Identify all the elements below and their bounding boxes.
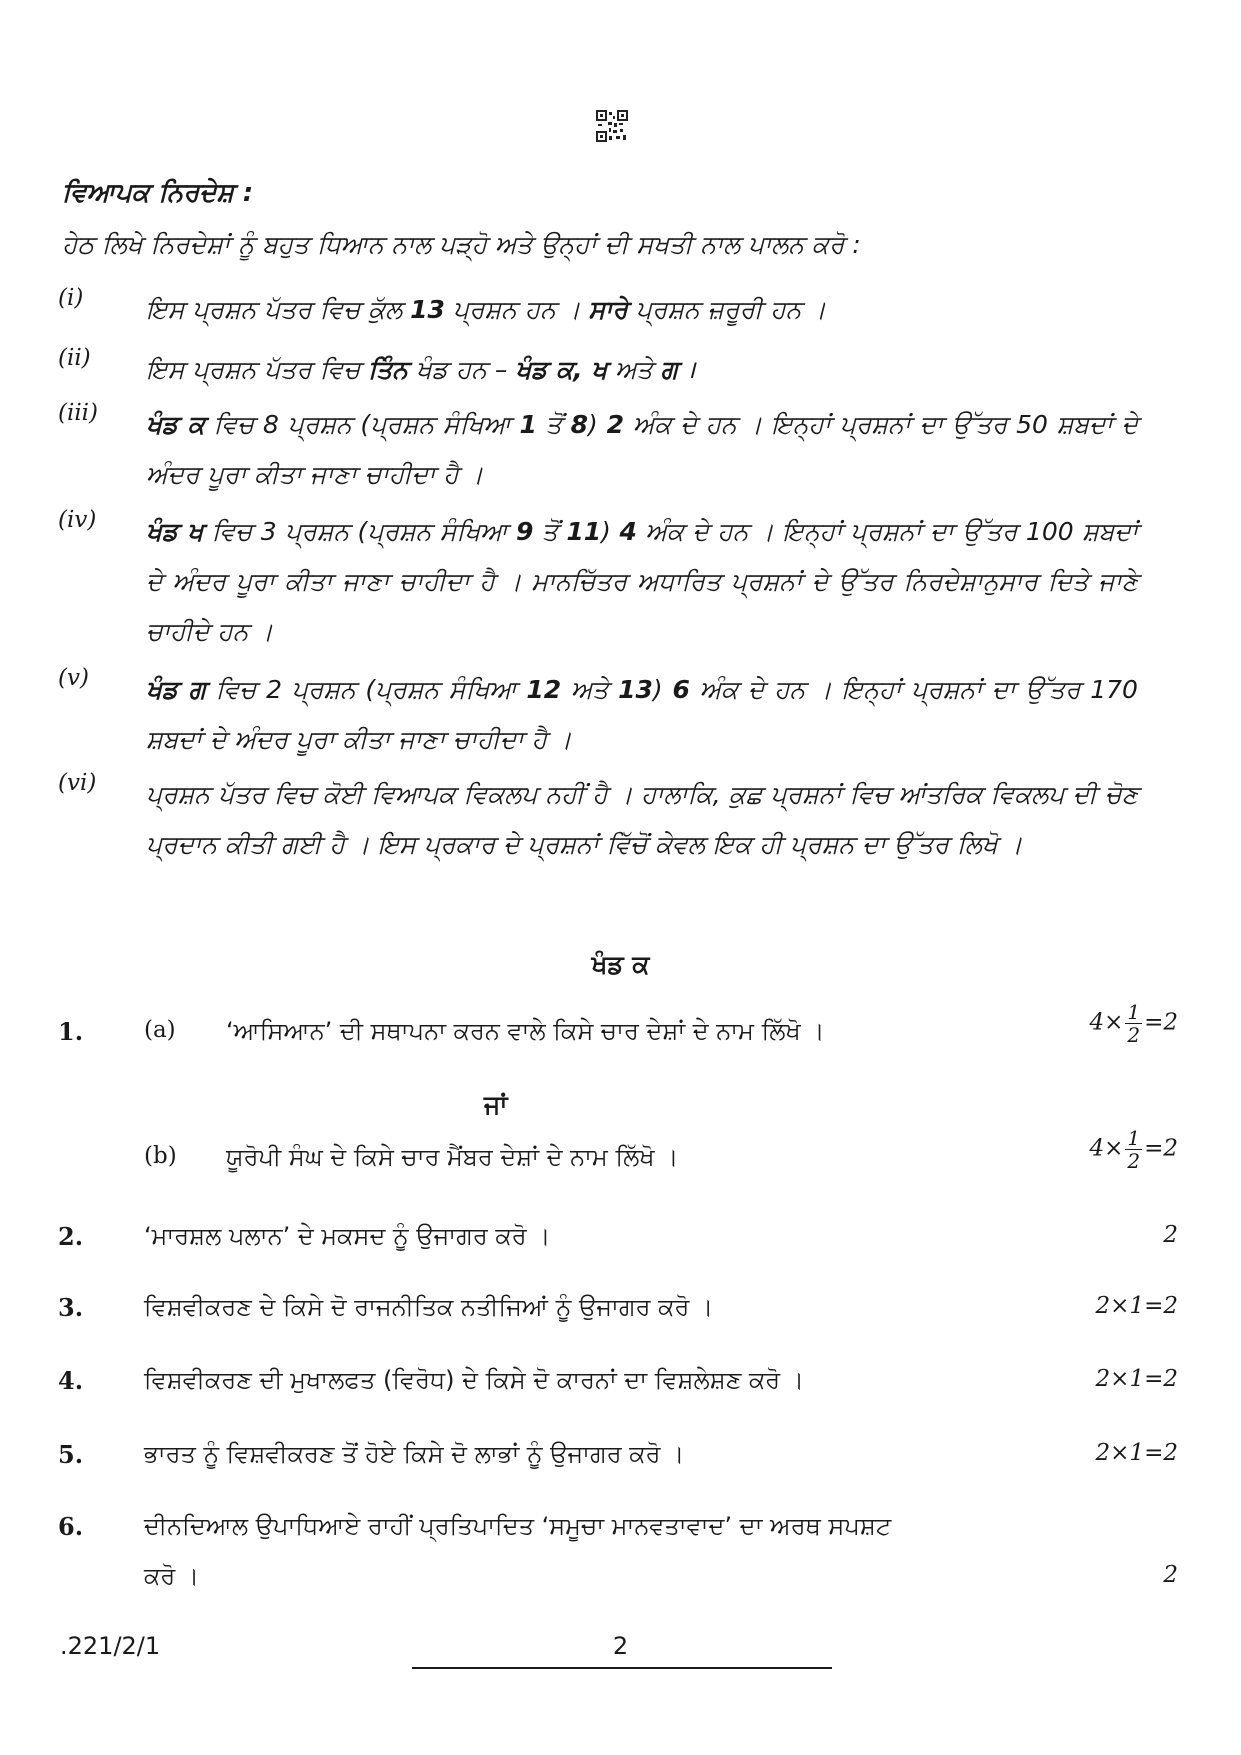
question-marks: 2×1=2 [1095, 1366, 1178, 1392]
question-text-continued: ਕਰੋ । [144, 1562, 200, 1590]
instruction-number: (vi) [58, 770, 97, 796]
question-text: ‘ਮਾਰਸ਼ਲ ਪਲਾਨ’ ਦੇ ਮਕਸਦ ਨੂੰ ਉਜਾਗਰ ਕਰੋ । [144, 1222, 551, 1250]
question-number: 2. [58, 1222, 84, 1251]
question-text: ਭਾਰਤ ਨੂੰ ਵਿਸ਼ਵੀਕਰਣ ਤੋਂ ਹੋਏ ਕਿਸੇ ਦੋ ਲਾਭਾਂ ਨੂੰ ਉਜਾਗਰ ਕਰੋ । [144, 1440, 685, 1468]
instruction-number: (iii) [58, 400, 99, 426]
question-number: 3. [58, 1293, 84, 1322]
question-marks: 4× $\frac{1}{2}$ =2 [1089, 1000, 1178, 1047]
instruction-item: (iv) ਖੰਡ ਖ ਵਿਚ 3 ਪ੍ਰਸ਼ਨ (ਪ੍ਰਸ਼ਨ ਸੰਖਿਆ 9 ਤੋਂ 11) 4 ਅੰਕ ਦੇ ਹਨ । ਇਨ੍ਹਾਂ ਪ੍ਰਸ਼ਨਾਂ ਦਾ ਉੱਤਰ 100 ਸ਼ਬਦਾਂ ਦੇ ਅੰਦਰ ਪੂਰਾ ਕੀਤਾ ਜਾਣਾ ਚਾਹੀਦਾ ਹੈ । ਮਾਨਚਿੱਤਰ ਅਧਾਰਿਤ ਪ੍ਰਸ਼ਨਾਂ ਦੇ ਉੱਤਰ ਨਿਰਦੇਸ਼ਾਨੁਸਾਰ ਦਿਤੇ ਜਾਣੇ ਚਾਹੀਦੇ ਹਨ । [58, 507, 1139, 646]
instruction-number: (i) [58, 285, 84, 311]
question-number: 5. [58, 1440, 84, 1469]
instructions-intro: ਹੇਠ ਲਿਖੇ ਨਿਰਦੇਸ਼ਾਂ ਨੂੰ ਬਹੁਤ ਧਿਆਨ ਨਾਲ ਪੜ੍ਹੋ ਅਤੇ ਉਨ੍ਹਾਂ ਦੀ ਸਖਤੀ ਨਾਲ ਪਾਲਨ ਕਰੋ : [62, 230, 861, 259]
instruction-number: (iv) [58, 507, 97, 533]
question-number: 4. [58, 1366, 84, 1395]
instruction-item: (iii) ਖੰਡ ਕ ਵਿਚ 8 ਪ੍ਰਸ਼ਨ (ਪ੍ਰਸ਼ਨ ਸੰਖਿਆ 1 ਤੋਂ 8) 2 ਅੰਕ ਦੇ ਹਨ । ਇਨ੍ਹਾਂ ਪ੍ਰਸ਼ਨਾਂ ਦਾ ਉੱਤਰ 50 ਸ਼ਬਦਾਂ ਦੇ ਅੰਦਰ ਪੂਰਾ ਕੀਤਾ ਜਾਣਾ ਚਾਹੀਦਾ ਹੈ । [58, 400, 1138, 489]
question-marks: 2 [1163, 1562, 1178, 1588]
question-number: 6. [58, 1512, 84, 1541]
question-text: ‘ਆਸਿਆਨ’ ਦੀ ਸਥਾਪਨਾ ਕਰਨ ਵਾਲੇ ਕਿਸੇ ਚਾਰ ਦੇਸ਼ਾਂ ਦੇ ਨਾਮ ਲਿੱਖੋ । [226, 1017, 825, 1045]
paper-code: .221/2/1 [60, 1632, 161, 1660]
question-marks: 2 [1163, 1222, 1178, 1248]
question-text: ਵਿਸ਼ਵੀਕਰਣ ਦੀ ਮੁਖਾਲਫਤ (ਵਿਰੋਧ) ਦੇ ਕਿਸੇ ਦੋ ਕਾਰਨਾਂ ਦਾ ਵਿਸ਼ਲੇਸ਼ਣ ਕਰੋ । [144, 1366, 804, 1394]
sub-part-label: (b) [144, 1143, 177, 1169]
question-marks: 2×1=2 [1095, 1440, 1178, 1466]
sub-part-label: (a) [144, 1017, 176, 1043]
instruction-item: (vi) ਪ੍ਰਸ਼ਨ ਪੱਤਰ ਵਿਚ ਕੋਈ ਵਿਆਪਕ ਵਿਕਲਪ ਨਹੀਂ ਹੈ । ਹਾਲਾਕਿ, ਕੁਛ ਪ੍ਰਸ਼ਨਾਂ ਵਿਚ ਆਂਤਰਿਕ ਵਿਕਲਪ ਦੀ ਚੋਣ ਪ੍ਰਦਾਨ ਕੀਤੀ ਗਈ ਹੈ । ਇਸ ਪ੍ਰਕਾਰ ਦੇ ਪ੍ਰਸ਼ਨਾਂ ਵਿੱਚੋਂ ਕੇਵਲ ਇਕ ਹੀ ਪ੍ਰਸ਼ਨ ਦਾ ਉੱਤਰ ਲਿਖੋ । [58, 770, 1138, 859]
instruction-number: (ii) [58, 345, 91, 371]
question-text: ਯੂਰੋਪੀ ਸੰਘ ਦੇ ਕਿਸੇ ਚਾਰ ਮੈਂਬਰ ਦੇਸ਼ਾਂ ਦੇ ਨਾਮ ਲਿੱਖੋ । [226, 1143, 679, 1171]
or-label: ਜਾਂ [484, 1090, 508, 1119]
question-number: 1. [58, 1017, 84, 1046]
question-text: ਵਿਸ਼ਵੀਕਰਣ ਦੇ ਕਿਸੇ ਦੋ ਰਾਜਨੀਤਿਕ ਨਤੀਜਿਆਂ ਨੂੰ ਉਜਾਗਰ ਕਰੋ । [144, 1293, 714, 1321]
footer-rule [412, 1667, 832, 1669]
instruction-item: (v) ਖੰਡ ਗ ਵਿਚ 2 ਪ੍ਰਸ਼ਨ (ਪ੍ਰਸ਼ਨ ਸੰਖਿਆ 12 ਅਤੇ 13) 6 ਅੰਕ ਦੇ ਹਨ । ਇਨ੍ਹਾਂ ਪ੍ਰਸ਼ਨਾਂ ਦਾ ਉੱਤਰ 170 ਸ਼ਬਦਾਂ ਦੇ ਅੰਦਰ ਪੂਰਾ ਕੀਤਾ ਜਾਣਾ ਚਾਹੀਦਾ ਹੈ । [58, 665, 1138, 754]
instruction-item: (i) ਇਸ ਪ੍ਰਸ਼ਨ ਪੱਤਰ ਵਿਚ ਕੁੱਲ 13 ਪ੍ਰਸ਼ਨ ਹਨ । ਸਾਰੇ ਪ੍ਰਸ਼ਨ ਜ਼ਰੂਰੀ ਹਨ । [58, 285, 827, 324]
general-instructions-heading: ਵਿਆਪਕ ਨਿਰਦੇਸ਼ : [62, 178, 254, 208]
question-marks: 4× $\frac{1}{2}$ =2 [1089, 1126, 1178, 1173]
qr-code-icon [596, 110, 628, 142]
page-number: 2 [612, 1632, 629, 1660]
instruction-number: (v) [58, 665, 89, 691]
instruction-item: (ii) ਇਸ ਪ੍ਰਸ਼ਨ ਪੱਤਰ ਵਿਚ ਤਿੰਨ ਖੰਡ ਹਨ – ਖੰਡ ਕ, ਖ ਅਤੇ ਗ । [58, 345, 696, 384]
question-marks: 2×1=2 [1095, 1293, 1178, 1319]
section-title: ਖੰਡ ਕ [591, 950, 650, 979]
question-text: ਦੀਨਦਿਆਲ ਉਪਾਧਿਆਏ ਰਾਹੀਂ ਪ੍ਰਤਿਪਾਦਿਤ ‘ਸਮੂਚਾ ਮਾਨਵਤਾਵਾਦ’ ਦਾ ਅਰਥ ਸਪਸ਼ਟ [144, 1512, 892, 1540]
